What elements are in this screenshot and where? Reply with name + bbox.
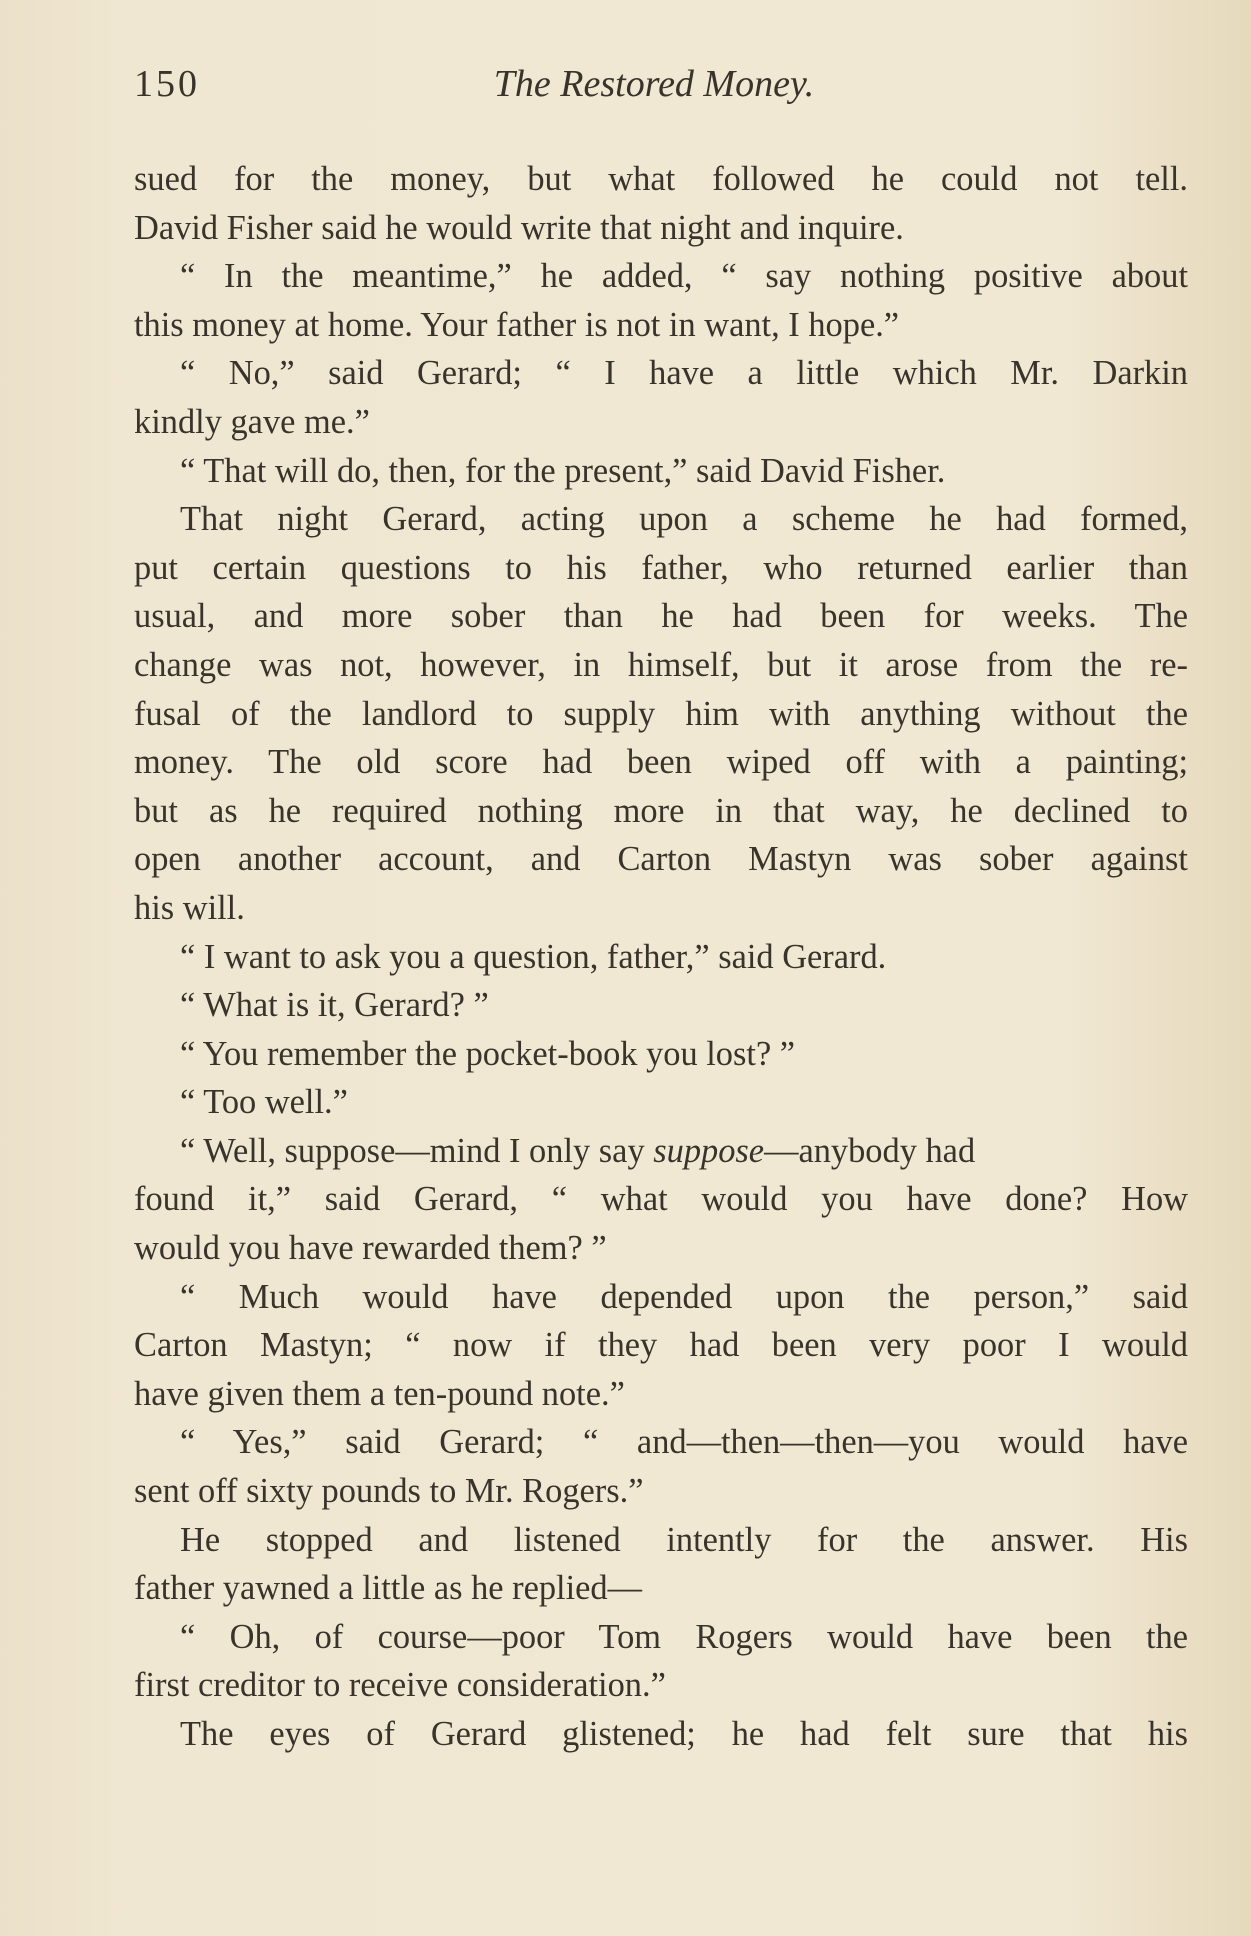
text-line: sent off sixty pounds to Mr. Rogers.”: [134, 1472, 644, 1511]
text-line: put certain questions to his father, who returned earlier than: [134, 548, 1188, 587]
italic-word: suppose: [653, 1131, 765, 1170]
text-line: open another account, and Carton Mastyn was sober against: [134, 840, 1188, 879]
text-line: have given them a ten-pound note.”: [134, 1374, 625, 1413]
text-line: “ Much would have depended upon the person,” said: [180, 1277, 1188, 1316]
text-line: father yawned a little as he replied—: [134, 1569, 643, 1608]
text-line: would you have rewarded them? ”: [134, 1229, 607, 1268]
text-line: “ What is it, Gerard? ”: [180, 986, 489, 1025]
text-line: He stopped and listened intently for the answer. His: [180, 1520, 1188, 1559]
text-line: “ You remember the pocket-book you lost? ”: [180, 1034, 796, 1073]
text-line: “ I want to ask you a question, father,” said Gerard.: [180, 937, 887, 976]
text-line: “ Yes,” said Gerard; “ and—then—then—you would have: [180, 1423, 1188, 1462]
text-line: “ No,” said Gerard; “ I have a little which Mr. Darkin: [180, 354, 1188, 393]
text-line: but as he required nothing more in that way, he declined to: [134, 791, 1188, 830]
page-header: [134, 62, 1188, 122]
text-line: [134, 1127, 1188, 1176]
text-line: kindly gave me.”: [134, 402, 370, 441]
text-line: first creditor to receive consideration.”: [134, 1666, 666, 1705]
text-line: money. The old score had been wiped off with a painting;: [134, 743, 1188, 782]
text-segment: “ Well, suppose—mind I only say: [180, 1131, 654, 1170]
text-line: usual, and more sober than he had been for weeks. The: [134, 597, 1188, 636]
text-segment: —anybody had: [764, 1131, 976, 1170]
text-line: this money at home. Your father is not in want, I hope.”: [134, 305, 900, 344]
body-text: [134, 155, 1188, 1759]
text-line: Carton Mastyn; “ now if they had been very poor I would: [134, 1326, 1188, 1365]
text-line: his will.: [134, 888, 245, 927]
text-line: “ In the meantime,” he added, “ say nothing positive about: [180, 257, 1188, 296]
text-line: change was not, however, in himself, but it arose from the re-: [134, 645, 1188, 684]
running-head: The Restored Money.: [493, 63, 815, 105]
text-line: found it,” said Gerard, “ what would you have done? How: [134, 1180, 1188, 1219]
text-line: That night Gerard, acting upon a scheme he had formed,: [180, 500, 1188, 539]
text-line: “ Too well.”: [180, 1083, 348, 1122]
text-line: sued for the money, but what followed he could not tell.: [134, 160, 1188, 198]
text-line: The eyes of Gerard glistened; he had felt sure that his: [180, 1715, 1188, 1753]
text-line: fusal of the landlord to supply him with anything without the: [134, 694, 1188, 733]
page-number: 150: [134, 63, 200, 105]
text-line: “ Oh, of course—poor Tom Rogers would have been the: [180, 1617, 1188, 1656]
text-line: David Fisher said he would write that night and inquire.: [134, 208, 904, 247]
text-line: “ That will do, then, for the present,” said David Fisher.: [180, 451, 946, 490]
